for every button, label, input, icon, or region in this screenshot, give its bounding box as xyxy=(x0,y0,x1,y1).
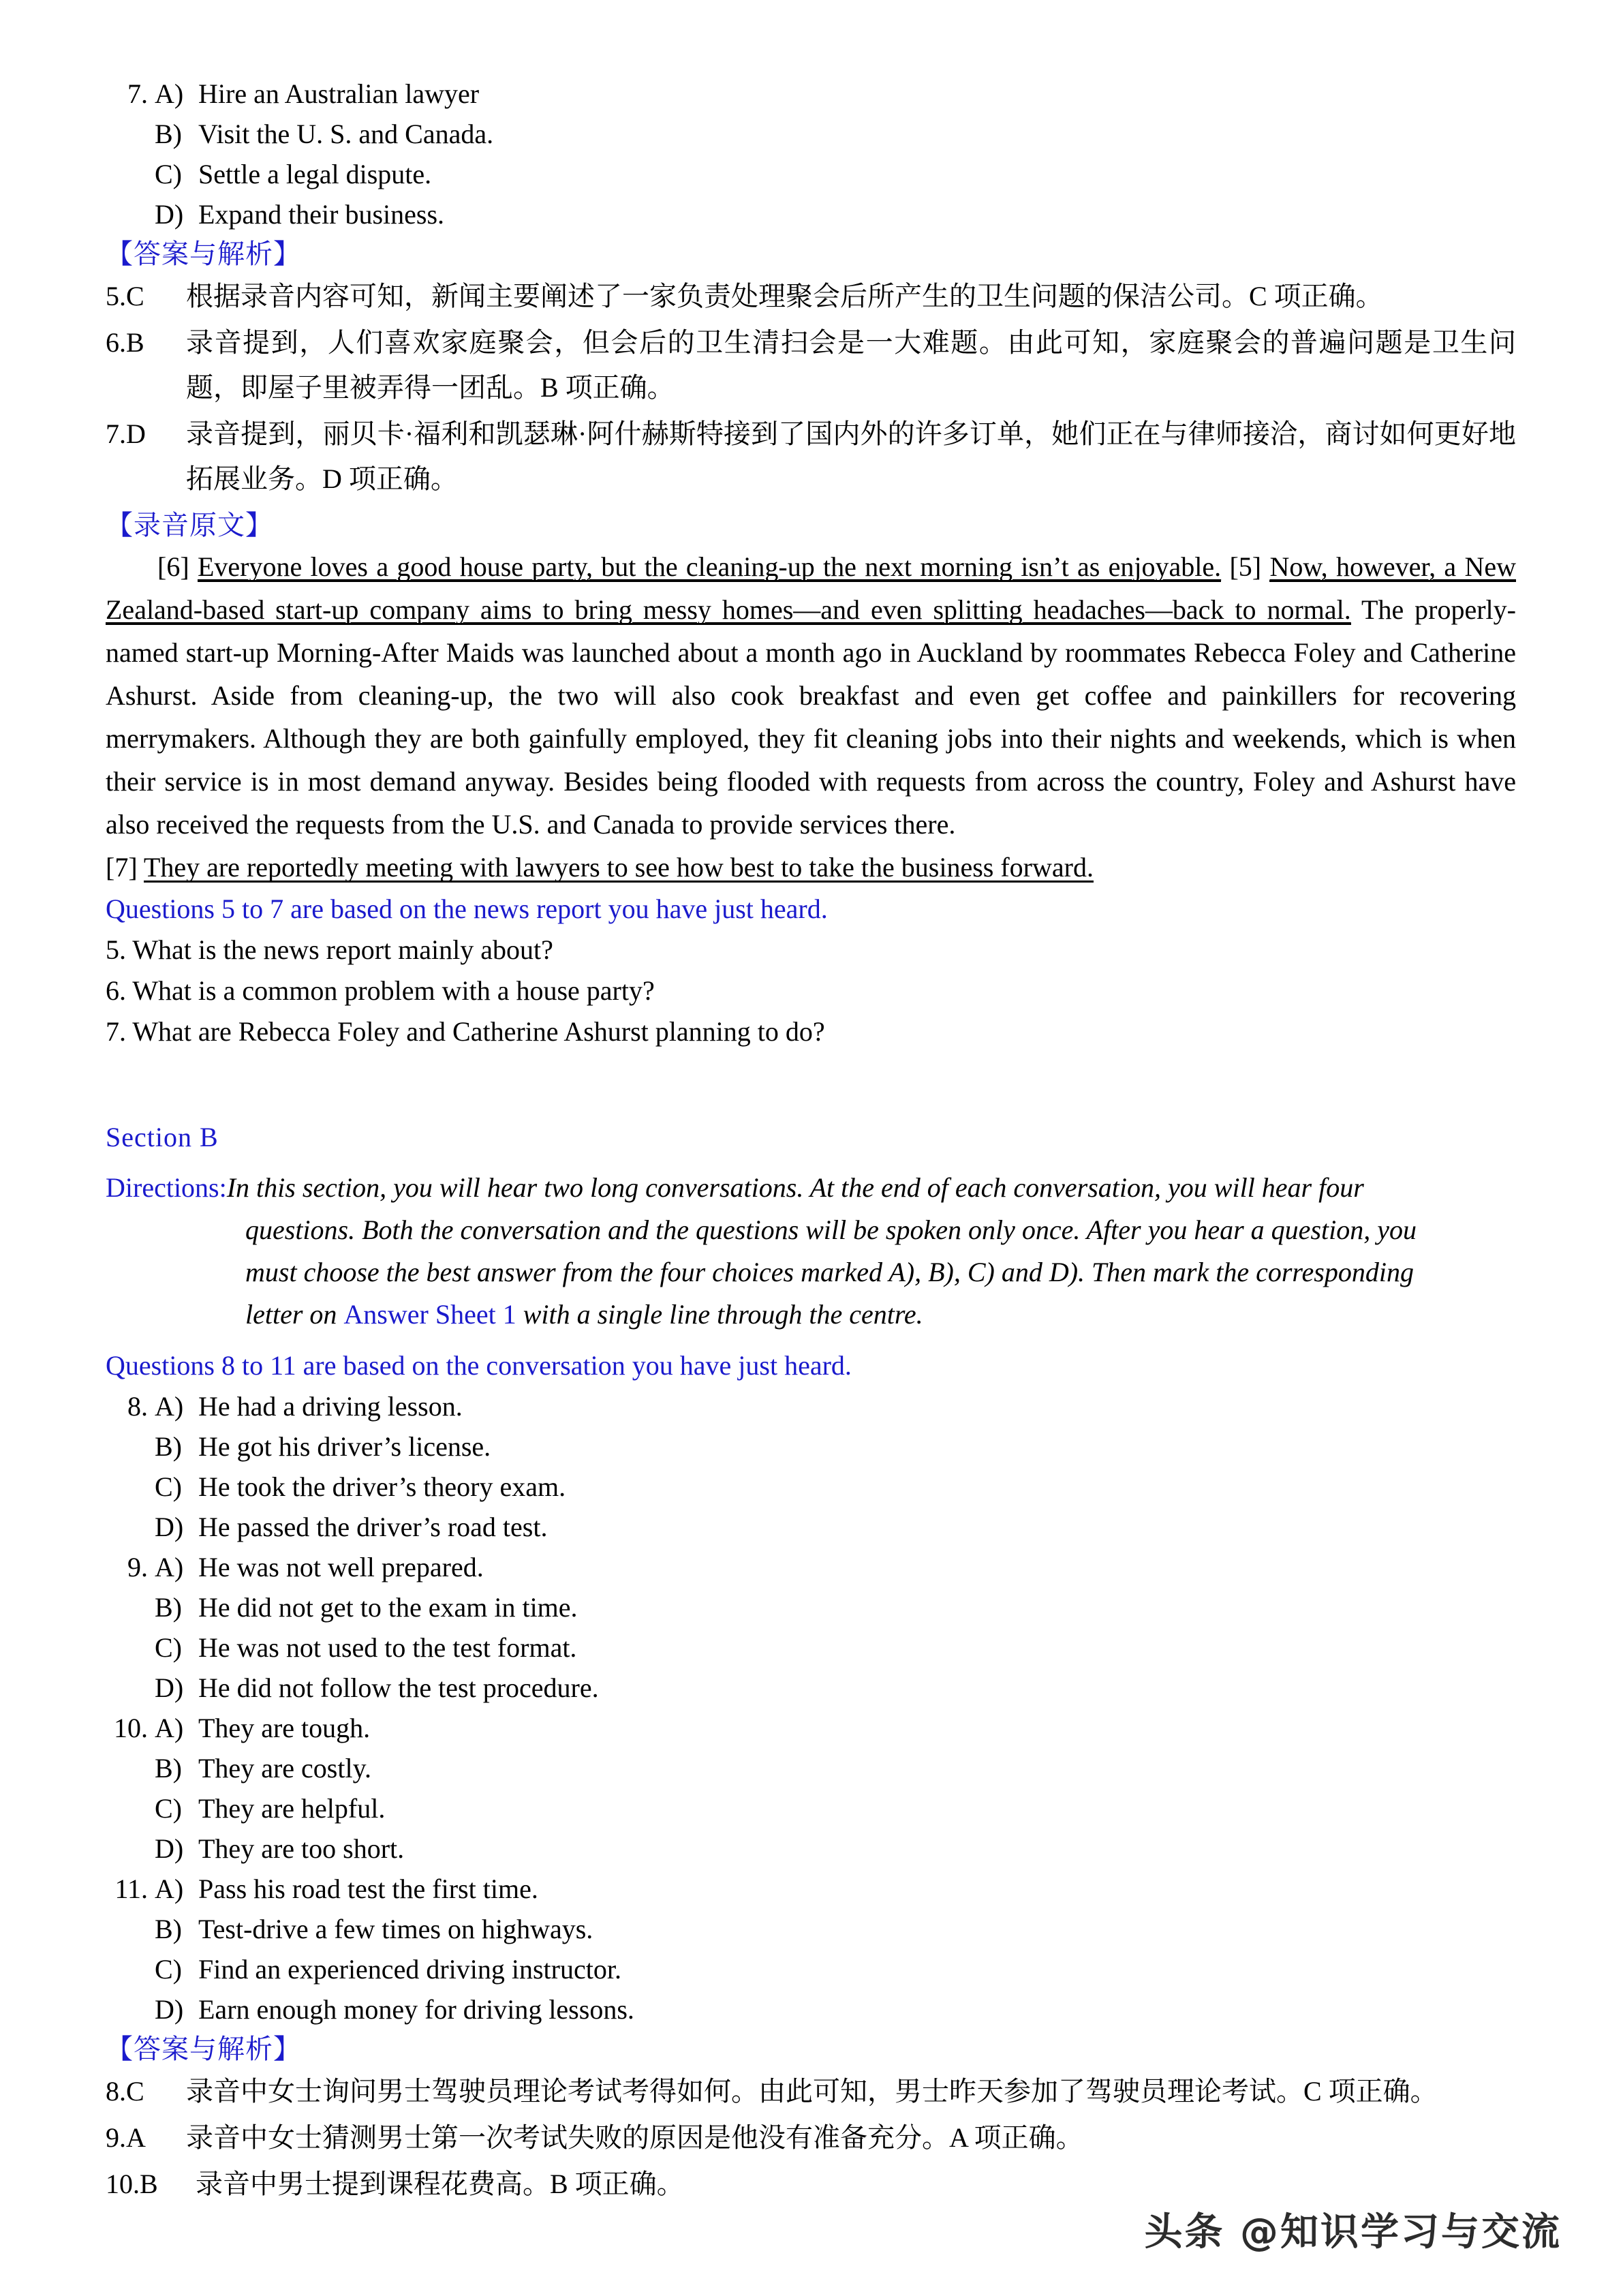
questions-note-8-to-11: Questions 8 to 11 are based on the conversation you have just heard. xyxy=(106,1350,852,1381)
answer-sheet-link[interactable]: Answer Sheet 1 xyxy=(343,1299,516,1330)
option-row xyxy=(106,154,1516,194)
option-row xyxy=(106,1547,1516,1587)
transcript-paragraph xyxy=(106,545,1516,846)
option-letter: C) xyxy=(155,1632,182,1663)
option-row xyxy=(106,1386,1516,1426)
option-letter: D) xyxy=(155,1672,184,1703)
question-11-options xyxy=(106,1869,1516,2030)
explanation-list-1 xyxy=(106,274,1516,502)
option-letter: A) xyxy=(155,1873,184,1904)
explanation-key: 6.B xyxy=(106,327,144,358)
option-letter: C) xyxy=(155,1954,182,1985)
directions-block xyxy=(106,1167,1516,1209)
option-row xyxy=(106,1748,1516,1788)
transcript-plain-text: The properly-named start-up Morning-After Maids was launched about a month ago in Auckland by roommates Rebecca Foley and Catherine Ashurst. Aside from cleaning-up, the two will also cook breakfast and even get coffee and painkillers for recovering merrymakers. Although they are both gainfully employed, they fit cleaning jobs into their nights and weekends, which is when their service is in most demand anyway. Besides being flooded with requests from across the country, Foley and Ashurst have also received the requests from the U.S. and Canada to provide services there. xyxy=(106,594,1516,840)
transcript-marker-7: [7] xyxy=(106,852,138,883)
option-text: He was not used to the test format. xyxy=(198,1632,577,1663)
question-number-spacer xyxy=(106,1627,148,1668)
option-text: Test-drive a few times on highways. xyxy=(198,1914,593,1944)
option-letter: D) xyxy=(155,1994,184,2025)
option-row xyxy=(106,1587,1516,1627)
option-row xyxy=(106,1949,1516,1989)
explanation-body: 根据录音内容可知，新闻主要阐述了一家负责处理聚会后所产生的卫生问题的保洁公司。C 项正确。 xyxy=(186,281,1383,311)
explanation-key: 9.A xyxy=(106,2122,146,2153)
option-row xyxy=(106,194,1516,234)
watermark: 头条 @知识学习与交流 xyxy=(1144,2210,1562,2254)
option-row xyxy=(106,74,1516,114)
option-letter: C) xyxy=(155,1793,182,1824)
question-number-spacer xyxy=(106,1587,148,1627)
spoken-question: 5. What is the news report mainly about? xyxy=(106,934,553,965)
option-row xyxy=(106,1467,1516,1507)
option-letter: A) xyxy=(155,1552,184,1582)
option-text: Pass his road test the first time. xyxy=(198,1873,538,1904)
option-text: He was not well prepared. xyxy=(198,1552,484,1582)
explanation-item xyxy=(106,274,1516,319)
option-letter: C) xyxy=(155,159,182,189)
option-text: Earn enough money for driving lessons. xyxy=(198,1994,634,2025)
question-number: 9. xyxy=(127,1552,148,1582)
option-row xyxy=(106,1668,1516,1708)
spoken-questions-list-1 xyxy=(106,930,1516,1052)
option-row xyxy=(106,1507,1516,1547)
transcript-underlined-q5: Now, however, a New Zealand-based start-up company aims to bring messy homes—and even splitting headaches—back to normal. xyxy=(106,551,1516,625)
explanation-key: 10.B xyxy=(106,2169,158,2199)
option-text: They are costly. xyxy=(198,1753,371,1784)
transcript-paragraph-tail xyxy=(106,846,1516,889)
option-letter: B) xyxy=(155,1914,182,1944)
option-row xyxy=(106,1708,1516,1748)
explanation-item xyxy=(106,2162,1516,2207)
question-7-options xyxy=(106,74,1516,234)
option-text: He passed the driver’s road test. xyxy=(198,1512,548,1542)
explanation-item xyxy=(106,2069,1516,2114)
option-text: Hire an Australian lawyer xyxy=(198,78,480,109)
option-letter: D) xyxy=(155,199,184,230)
explanation-list-2 xyxy=(106,2069,1516,2207)
question-number-spacer xyxy=(106,1909,148,1949)
question-number: 11. xyxy=(114,1873,148,1904)
option-text: He did not get to the exam in time. xyxy=(198,1592,578,1623)
option-letter: B) xyxy=(155,1592,182,1623)
question-number-spacer xyxy=(106,114,148,154)
questions-note-5-to-7: Questions 5 to 7 are based on the news report you have just heard. xyxy=(106,893,828,924)
option-row xyxy=(106,1627,1516,1668)
question-number-spacer xyxy=(106,1989,148,2030)
option-row xyxy=(106,114,1516,154)
option-row xyxy=(106,1788,1516,1828)
option-letter: B) xyxy=(155,1753,182,1784)
explanation-key: 7.D xyxy=(106,418,146,449)
option-letter: A) xyxy=(155,78,184,109)
transcript-marker-6: [6] xyxy=(157,551,189,582)
option-text: They are tough. xyxy=(198,1713,371,1743)
option-row xyxy=(106,1909,1516,1949)
question-number-spacer xyxy=(106,194,148,234)
directions-label: Directions: xyxy=(106,1172,227,1203)
question-number-spacer xyxy=(106,1828,148,1869)
explanation-key: 8.C xyxy=(106,2076,144,2107)
question-8-options xyxy=(106,1386,1516,1547)
spoken-question: 6. What is a common problem with a house party? xyxy=(106,975,655,1006)
explanation-item xyxy=(106,2115,1516,2160)
directions-line-4-pre: letter on xyxy=(245,1299,344,1330)
option-text: He got his driver’s license. xyxy=(198,1431,491,1462)
section-b-title: Section B xyxy=(106,1122,219,1152)
explanation-item xyxy=(106,412,1516,502)
page-content xyxy=(106,74,1516,2208)
question-number-spacer xyxy=(106,1668,148,1708)
explanation-body: 录音中女士询问男士驾驶员理论考试考得如何。由此可知，男士昨天参加了驾驶员理论考试。C 项正确。 xyxy=(186,2076,1438,2107)
option-text: Settle a legal dispute. xyxy=(198,159,432,189)
explanation-body: 录音提到，丽贝卡·福利和凯瑟琳·阿什赫斯特接到了国内外的许多订单，她们正在与律师接洽，商讨如何更好地拓展业务。D 项正确。 xyxy=(186,418,1516,494)
option-letter: C) xyxy=(155,1471,182,1502)
directions-line-4-post: with a single line through the centre. xyxy=(516,1299,923,1330)
question-10-options xyxy=(106,1708,1516,1869)
section-spacer xyxy=(106,1052,1516,1118)
transcript-heading: 【录音原文】 xyxy=(106,510,273,540)
question-9-options xyxy=(106,1547,1516,1708)
explanation-body: 录音中男士提到课程花费高。B 项正确。 xyxy=(196,2169,684,2199)
question-number-spacer xyxy=(106,1788,148,1828)
directions-line-1: In this section, you will hear two long conversations. At the end of each conversation, you will hear four xyxy=(226,1172,1364,1203)
option-text: They are helpful. xyxy=(198,1793,386,1824)
option-letter: D) xyxy=(155,1512,184,1542)
option-text: He took the driver’s theory exam. xyxy=(198,1471,566,1502)
option-row xyxy=(106,1426,1516,1467)
option-text: He did not follow the test procedure. xyxy=(198,1672,599,1703)
directions-line-4 xyxy=(245,1294,1516,1336)
spacer xyxy=(106,1157,1516,1167)
question-number-spacer xyxy=(106,1467,148,1507)
directions-line-3: must choose the best answer from the four choices marked A), B), C) and D). Then mark the corresponding xyxy=(245,1257,1414,1287)
question-number-spacer xyxy=(106,1507,148,1547)
question-number-spacer xyxy=(106,1949,148,1989)
option-letter: D) xyxy=(155,1833,184,1864)
spoken-question: 7. What are Rebecca Foley and Catherine Ashurst planning to do? xyxy=(106,1016,825,1047)
directions-line-2: questions. Both the conversation and the questions will be spoken only once. After you hear a question, you xyxy=(245,1214,1417,1245)
option-letter: B) xyxy=(155,119,182,149)
option-row xyxy=(106,1828,1516,1869)
question-number: 8. xyxy=(127,1391,148,1422)
option-row xyxy=(106,1869,1516,1909)
spacer xyxy=(106,1336,1516,1345)
option-letter: B) xyxy=(155,1431,182,1462)
question-number-spacer xyxy=(106,1426,148,1467)
question-number-spacer xyxy=(106,154,148,194)
explanation-key: 5.C xyxy=(106,281,144,311)
explanation-item xyxy=(106,320,1516,410)
question-number: 7. xyxy=(127,78,148,109)
question-number-spacer xyxy=(106,1748,148,1788)
answers-analysis-heading: 【答案与解析】 xyxy=(106,239,301,269)
question-number: 10. xyxy=(114,1713,148,1743)
explanation-body: 录音提到，人们喜欢家庭聚会，但会后的卫生清扫会是一大难题。由此可知，家庭聚会的普遍问题是卫生问题，即屋子里被弄得一团乱。B 项正确。 xyxy=(186,327,1516,403)
option-text: Visit the U. S. and Canada. xyxy=(198,119,494,149)
option-letter: A) xyxy=(155,1391,184,1422)
option-text: He had a driving lesson. xyxy=(198,1391,463,1422)
transcript-underlined-q6: Everyone loves a good house party, but the cleaning-up the next morning isn’t as enjoyable. xyxy=(197,551,1222,582)
option-text: Expand their business. xyxy=(198,199,445,230)
option-text: Find an experienced driving instructor. xyxy=(198,1954,621,1985)
option-row xyxy=(106,1989,1516,2030)
option-text: They are too short. xyxy=(198,1833,405,1864)
option-letter: A) xyxy=(155,1713,184,1743)
transcript-marker-5: [5] xyxy=(1229,551,1262,582)
explanation-body: 录音中女士猜测男士第一次考试失败的原因是他没有准备充分。A 项正确。 xyxy=(186,2122,1083,2153)
answers-analysis-heading-2: 【答案与解析】 xyxy=(106,2034,301,2064)
transcript-underlined-q7: They are reportedly meeting with lawyers to see how best to take the business forward. xyxy=(143,852,1094,883)
